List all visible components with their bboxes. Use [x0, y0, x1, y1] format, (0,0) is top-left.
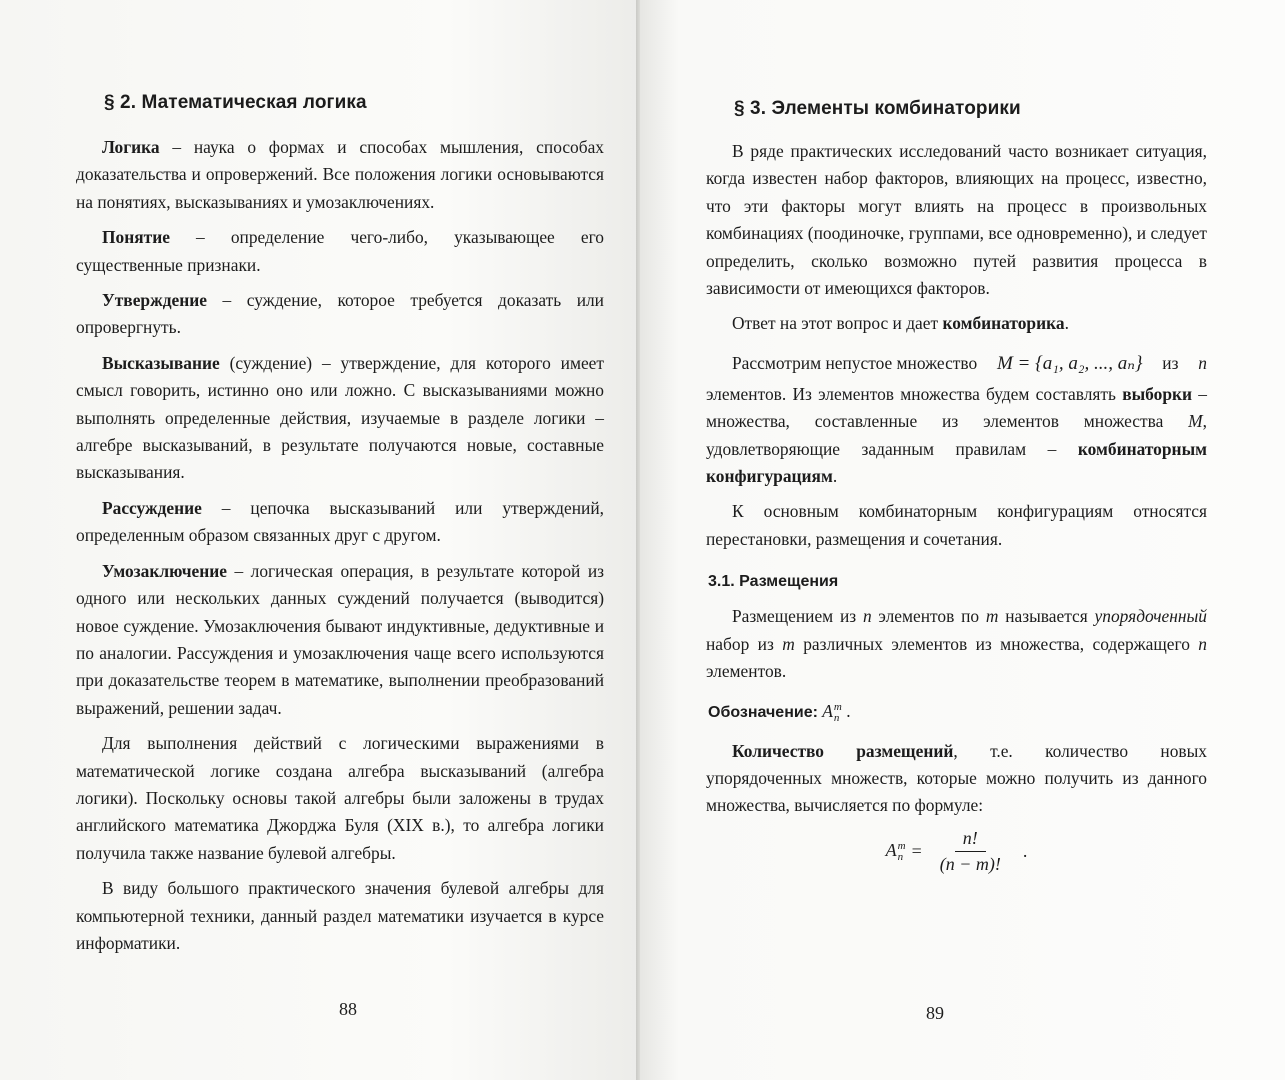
index-stack [834, 702, 842, 724]
paragraph-text: из [1162, 352, 1179, 373]
superscript-m: m [833, 700, 842, 713]
subscript-n: n [897, 850, 904, 863]
math-n: n [1198, 352, 1207, 373]
paragraph-text: элементов по [871, 606, 986, 627]
paragraph-text: – цепочка высказываний или утверждений, определенным образом связанных друг с другом. [76, 497, 604, 546]
paragraph-proposition [76, 350, 604, 487]
term-logic: Логика [102, 137, 160, 157]
paragraph-intro: В ряде практических исследований часто возникает ситуация, когда известен набор факторов, влияющих на процесс, известно, что эти факторы могут влиять на процесс в произвольных комбинациях (поодиночке, группами, все одновременно), и следует определить, сколько возможно путей развития процесса в зависимости от имеющихся факторов. [706, 141, 1207, 299]
math-n: n [1198, 633, 1207, 654]
paragraph-answer [706, 310, 1207, 337]
set-definition-line [706, 346, 1207, 381]
math-m: m [782, 633, 795, 654]
paragraph-text: – определение чего-либо, указывающее его существенные признаки. [76, 227, 604, 275]
punctuation: . [832, 466, 838, 487]
equals-sign: = [911, 840, 922, 861]
paragraph-text: (суждение) – утверждение, для которого имеет смысл говорить, истинно оно или ложно. С высказываниями можно выполнять определенные действия, изучаемые в разделе логики – алгебре высказываний, в результате получаются новые, составные высказывания. [76, 352, 604, 483]
paragraph-arrangement-count [706, 738, 1207, 820]
term-combinatorics: комбинаторика [942, 313, 1065, 334]
set-expression: M = {a₁, a₂, ..., aₙ} [996, 352, 1143, 374]
paragraph-text: – суждение, которое требуется доказать или опровергнуть. [76, 290, 604, 338]
notation-label: Обозначение [708, 703, 813, 721]
paragraph-arrangement-definition [706, 603, 1207, 685]
paragraph-text: называется [998, 606, 1095, 627]
symbol-A: A [885, 839, 897, 860]
paragraph-basic-configurations: К основным комбинаторным конфигурациям относятся перестановки, размещения и сочетания. [706, 501, 1207, 549]
punctuation: : [812, 703, 818, 721]
math-m: m [985, 606, 999, 627]
subsection-heading-arrangements: 3.1. Размещения [708, 573, 839, 591]
term-proposition: Высказывание [102, 352, 220, 373]
page-number: 88 [339, 999, 357, 1019]
paragraph-text: Ответ на этот вопрос и дает [732, 313, 943, 334]
term-configurations: комбинаторным конфигурациям [706, 438, 1207, 487]
term-concept: Понятие [102, 227, 170, 248]
paragraph-text: – логическая операция, в результате которой из одного или нескольких данных суждений получается (выводится) новое суждение. Умозаключения бывают индуктивные, дедуктивные и по аналогии. Рассуждения и умозаключения чаще всего используются при доказательстве теорем в математике, выполнении преобразований выражений, решении задач. [76, 560, 604, 718]
term-inference: Умозаключение [102, 560, 228, 581]
math-n: n [862, 606, 872, 627]
page-number: 89 [926, 1003, 944, 1023]
paragraph-informatics: В виду большого практического значения булевой алгебры для компьютерной техники, данный раздел математики изучается в курсе информатики. [76, 878, 604, 953]
punctuation: . [1022, 840, 1028, 861]
index-stack [898, 841, 906, 863]
subscript-n: n [833, 711, 840, 724]
emphasis-ordered: упорядоченный [1094, 606, 1207, 627]
formula-lhs [886, 840, 906, 863]
paragraph-boolean-algebra: Для выполнения действий с логическими выражениями в математической логике создана алгебра высказываний (алгебра логики). Поскольку основы такой алгебры были заложены в трудах английского математика Джорджа Буля (XIX в.), то алгебра логики получила также название булевой алгебры. [76, 733, 604, 863]
paragraph-inference [76, 558, 604, 722]
notation-line [706, 694, 1207, 730]
section-heading-logic: § 2. Математическая логика [104, 92, 367, 113]
paragraph-text: Рассмотрим непустое множество [732, 352, 978, 373]
symbol-A: A [822, 700, 833, 721]
paragraph-samples [706, 381, 1207, 491]
paragraph-text: набор из [706, 633, 783, 654]
term-reasoning: Рассуждение [102, 497, 202, 518]
paragraph-text: , удовлетворяющие заданным правилам – [706, 411, 1207, 459]
paragraph-text: различных элементов из множества, содержащего [794, 633, 1199, 654]
paragraph-text: элементов. [706, 661, 787, 682]
section-heading-combinatorics: § 3. Элементы комбинаторики [734, 98, 1021, 119]
punctuation: . [1064, 313, 1069, 334]
arrangement-formula [706, 828, 1207, 875]
paragraph-text: – наука о формах и способах мышления, способах доказательства и опровержений. Все положения логики основываются на понятиях, высказываниях и умозаключениях. [76, 137, 604, 212]
term-statement: Утверждение [102, 290, 207, 311]
punctuation: . [841, 700, 851, 721]
paragraph-concept [76, 224, 604, 279]
paragraph-text: – множества, составленные из элементов множества [706, 383, 1207, 432]
fraction-numerator: n! [955, 828, 986, 852]
notation-symbol [822, 700, 842, 724]
paragraph-reasoning [76, 495, 604, 550]
paragraph-logic [76, 134, 604, 216]
fraction [934, 828, 1007, 875]
paragraph-text: Размещением из [732, 606, 863, 627]
paragraph-text: элементов. Из элементов множества будем составлять [706, 383, 1123, 404]
paragraph-statement [76, 287, 604, 342]
right-page [640, 0, 1285, 1080]
superscript-m: m [897, 839, 906, 852]
left-page [0, 0, 640, 1080]
term-arrangement-count: Количество размещений [732, 740, 954, 761]
math-M: M [1188, 411, 1203, 432]
fraction-denominator: (n − m)! [939, 853, 1001, 874]
paragraph-text: , т.е. количество новых упорядоченных множеств, которые можно получить из данного множества, вычисляется по формуле: [706, 740, 1207, 816]
term-samples: выборки [1122, 383, 1193, 404]
